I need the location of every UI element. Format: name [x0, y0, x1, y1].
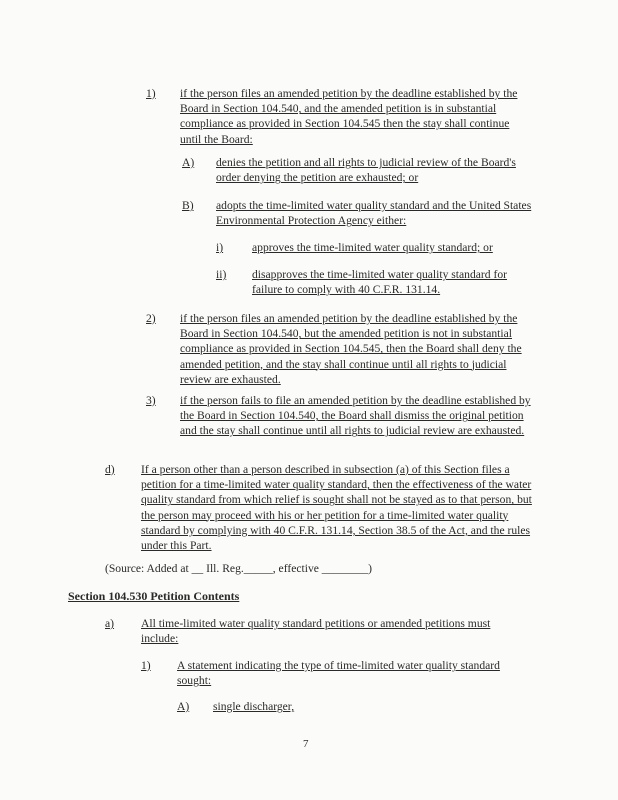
item-label-c1Bi: i) [216, 241, 224, 254]
item-text-c3: if the person fails to file an amended petition by the deadline established by the Board in Section 104.540, the Board shall dismiss the original petition and the stay shall continue until all rights to judicial review are exhausted. [180, 394, 531, 438]
item-text-c1: if the person files an amended petition by the deadline established by the Board in Section 104.540, and the amended petition is in substantial compliance as provided in Section 104.545 then the stay shall continue until the Board: [180, 87, 518, 146]
item-label-c1A: A) [182, 156, 195, 169]
item-label-a1: 1) [141, 659, 151, 672]
source-note: (Source: Added at __ Ill. Reg._____, effective ________) [105, 562, 373, 575]
section-heading: Section 104.530 Petition Contents [68, 589, 240, 603]
item-label-a: a) [105, 617, 115, 630]
item-text-c1B: adopts the time-limited water quality standard and the United States Environmental Protection Agency either: [216, 199, 532, 228]
item-label-c2: 2) [146, 312, 156, 325]
item-label-d: d) [105, 463, 115, 476]
item-text-c1A: denies the petition and all rights to judicial review of the Board's order denying the petition are exhausted; or [216, 156, 516, 185]
item-label-c1B: B) [182, 199, 194, 212]
item-text-a1A: single discharger, [213, 700, 295, 713]
item-text-a: All time-limited water quality standard petitions or amended petitions must include: [141, 617, 491, 646]
item-text-c2: if the person files an amended petition by the deadline established by the Board in Section 104.540, but the amended petition is not in substantial compliance as provided in Section 104.545, then the Board shall deny the amended petition, and the stay shall continue until all rights to judicial review are exhausted. [180, 312, 522, 386]
item-text-c1Bi: approves the time-limited water quality standard; or [252, 241, 493, 254]
item-text-c1Bii: disapproves the time-limited water quality standard for failure to comply with 40 C.F.R. 131.14. [252, 268, 507, 297]
item-label-c1: 1) [146, 87, 156, 100]
page-number: 7 [303, 738, 309, 750]
item-text-d: If a person other than a person described in subsection (a) of this Section files a petition for a time-limited water quality standard, then the effectiveness of the water quality standard from which relief is sought shall not be stayed as to that person, but the person may proceed with his or her petition for a time-limited water quality standard by complying with 40 C.F.R. 131.14, Section 38.5 of the Act, and the rules under this Part. [141, 463, 532, 553]
item-label-c1Bii: ii) [216, 268, 227, 281]
item-label-c3: 3) [146, 394, 156, 407]
item-text-a1: A statement indicating the type of time-limited water quality standard sought: [177, 659, 500, 688]
item-label-a1A: A) [177, 700, 190, 713]
